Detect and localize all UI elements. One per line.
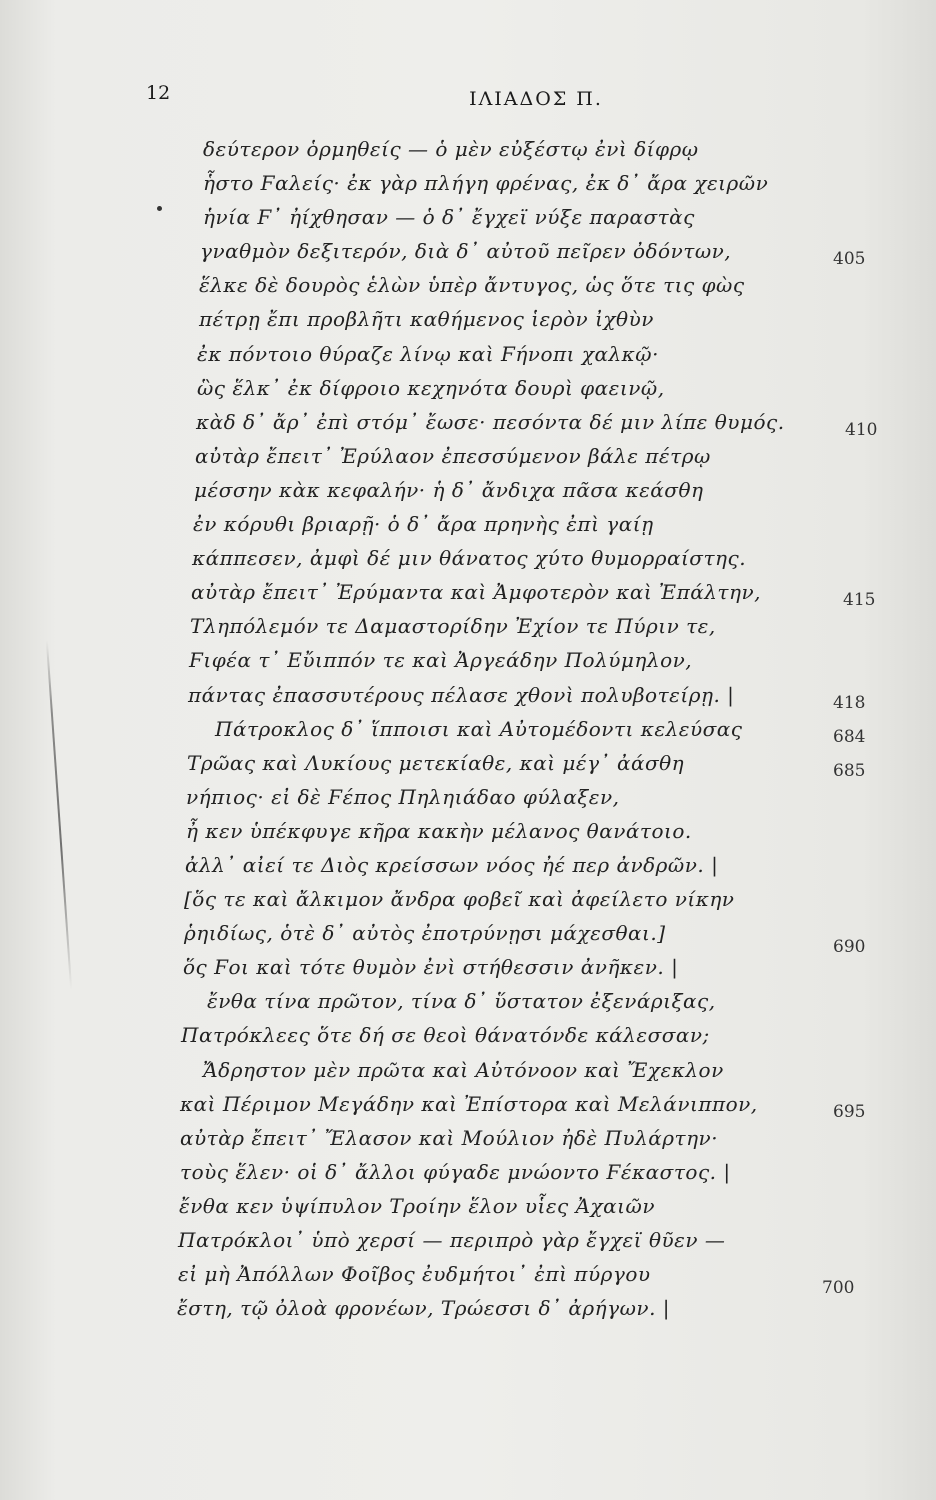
verse-line [0,405,936,439]
verse-text: ἦ κεν ὑπέκφυγε κῆρα κακὴν μέλανος θανάτοιο. [186,818,692,843]
verse-line [0,234,936,268]
verse-line [0,541,936,575]
verse-text: πέτρῃ ἔπι προβλῆτι καθήμενος ἱερὸν ἰχθὺν [199,307,654,332]
line-number: 685 [833,760,866,781]
verse-line [0,780,936,814]
verse-line [0,302,936,336]
verse-text: ὅς Ϝοι καὶ τότε θυμὸν ἐνὶ στήθεσσιν ἀνῆκεν. | [183,955,679,980]
verse-line [0,1257,936,1299]
verse-text: πάντας ἐπασσυτέρους πέλασε χθονὶ πολυβοτείρῃ. | [188,682,735,707]
verse-line [0,1053,936,1087]
verse-text: δεύτερον ὁρμηθείς — ὁ μὲν εὐξέστῳ ἐνὶ δίφρῳ [203,137,699,161]
verse-line [0,1291,936,1325]
verse-line [0,984,936,1018]
verse-line [0,814,936,848]
verse-text: ἐκ πόντοιο θύραζε λίνῳ καὶ Ϝήνοπι χαλκῷ· [197,341,659,366]
verse-text: ἔνθα κεν ὑψίπυλον Τροίην ἕλον υἷες Ἀχαιῶν [179,1193,655,1218]
verse-line [0,848,936,882]
verse-text: ἔστη, τῷ ὀλοὰ φρονέων, Τρώεσσι δ᾽ ἀρήγων. | [177,1296,671,1321]
line-number: 415 [843,590,876,611]
verse-text: Τρῶας καὶ Λυκίους μετεκίαθε, καὶ μέγ᾽ ἀάσθη [187,750,685,775]
verse-line [0,575,936,609]
line-number: 700 [822,1278,855,1299]
verse-line [0,916,936,958]
verse-text: μέσσην κὰκ κεφαλήν· ἡ δ᾽ ἄνδιχα πᾶσα κεάσθη [194,477,704,502]
line-number: 405 [833,249,866,270]
verse-text: [ὅς τε καὶ ἄλκιμον ἄνδρα φοβεῖ καὶ ἀφείλετο νίκην [184,887,735,912]
verse-line [0,1121,936,1155]
verse-text: Πάτροκλος δ᾽ ἵπποισι καὶ Αὐτομέδοντι κελεύσας [215,716,743,741]
verse-text: ἕλκε δὲ δουρὸς ἑλὼν ὑπὲρ ἄντυγος, ὡς ὅτε τις φὼς [199,273,745,298]
verse-line [0,166,936,200]
line-number: 695 [833,1101,866,1122]
line-number: 684 [833,726,866,747]
verse-text: Ϝιφέα τ᾽ Εὔιππόν τε καὶ Ἀργεάδην Πολύμηλον, [189,648,693,673]
verse-text: νήπιος· εἰ δὲ Ϝέπος Πηληιάδαο φύλαξεν, [186,784,620,809]
verse-text: ἐν κόρυθι βριαρῇ· ὁ δ᾽ ἄρα πρηνὴς ἐπὶ γαίῃ [193,512,654,537]
verse-line [0,882,936,916]
verse-line [0,609,936,643]
verse-text: ἀλλ᾽ αἰεί τε Διὸς κρείσσων νόος ἠέ περ ἀνδρῶν. | [185,852,719,877]
line-number: 418 [833,692,866,713]
verse-line [0,132,936,166]
verse-line [0,1087,936,1121]
verse-line [0,371,936,405]
verse-line [0,643,936,677]
verse-text: ἧστο Ϝαλείς· ἐκ γὰρ πλήγη φρένας, ἐκ δ᾽ ἄρα χειρῶν [203,171,769,196]
verse-text: αὐτὰρ ἔπειτ᾽ Ἔλασον καὶ Μούλιον ἠδὲ Πυλάρτην· [180,1125,719,1150]
verse-line [0,200,936,234]
verse-text: αὐτὰρ ἔπειτ᾽ Ἐρύμαντα καὶ Ἀμφοτερὸν καὶ Ἐπάλτην, [191,580,761,605]
verse-text: τοὺς ἕλεν· οἱ δ᾽ ἄλλοι φύγαδε μνώοντο Ϝέκαστος. | [180,1159,731,1184]
verse-line [0,268,936,302]
page-number: 12 [146,82,171,104]
verse-line [0,473,936,507]
running-head-title: ΙΛΙΑΔΟΣ Π. [469,88,603,110]
verse-line [0,337,936,371]
verse-text: Πατρόκλεες ὅτε δή σε θεοὶ θάνατόνδε κάλεσσαν; [181,1023,710,1048]
verse-line [0,678,936,712]
line-number: 410 [845,419,878,440]
verse-text: ἔνθα τίνα πρῶτον, τίνα δ᾽ ὕστατον ἐξενάριξας, [207,989,716,1014]
verse-text: κὰδ δ᾽ ἄρ᾽ ἐπὶ στόμ᾽ ἔωσε· πεσόντα δέ μιν λίπε θυμός. [196,409,785,434]
verse-text: Ἄδρηστον μὲν πρῶτα καὶ Αὐτόνοον καὶ Ἔχεκλον [203,1057,724,1082]
verse-text: κάππεσεν, ἀμφὶ δέ μιν θάνατος χύτο θυμορραίστης. [192,546,747,571]
verse-line [0,507,936,541]
verse-text: καὶ Πέριμον Μεγάδην καὶ Ἐπίστορα καὶ Μελάνιππον, [180,1091,758,1116]
verse-text: ῥηιδίως, ὁτὲ δ᾽ αὐτὸς ἐποτρύνῃσι μάχεσθαι.] [184,921,666,946]
verse-line [0,712,936,746]
verse-text: γναθμὸν δεξιτερόν, διὰ δ᾽ αὐτοῦ πεῖρεν ὀδόντων, [200,239,732,264]
verse-line [0,746,936,780]
verse-text: ἡνία Ϝ᾽ ἠίχθησαν — ὁ δ᾽ ἔγχεϊ νύξε παραστὰς [203,205,695,230]
verse-text: ὣς ἕλκ᾽ ἐκ δίφροιο κεχηνότα δουρὶ φαεινῷ, [197,375,665,400]
verse-text: αὐτὰρ ἔπειτ᾽ Ἐρύλαον ἐπεσσύμενον βάλε πέτρῳ [195,443,711,468]
verse-line [0,950,936,984]
verse-text: εἰ μὴ Ἀπόλλων Φοῖβος ἐυδμήτοι᾽ ἐπὶ πύργου [178,1262,651,1287]
verse-line [0,1018,936,1052]
verse-line [0,1223,936,1257]
verse-line [0,1155,936,1189]
running-head [0,88,936,110]
verse-text: Τληπόλεμόν τε Δαμαστορίδην Ἐχίον τε Πύριν τε, [190,614,716,639]
verse-text: Πατρόκλοι᾽ ὑπὸ χερσί — περιπρὸ γὰρ ἔγχεϊ θῦεν — [178,1228,726,1252]
verse-line [0,1189,936,1223]
verse-line [0,439,936,473]
verse-block [0,132,936,1325]
line-number: 690 [833,937,866,958]
